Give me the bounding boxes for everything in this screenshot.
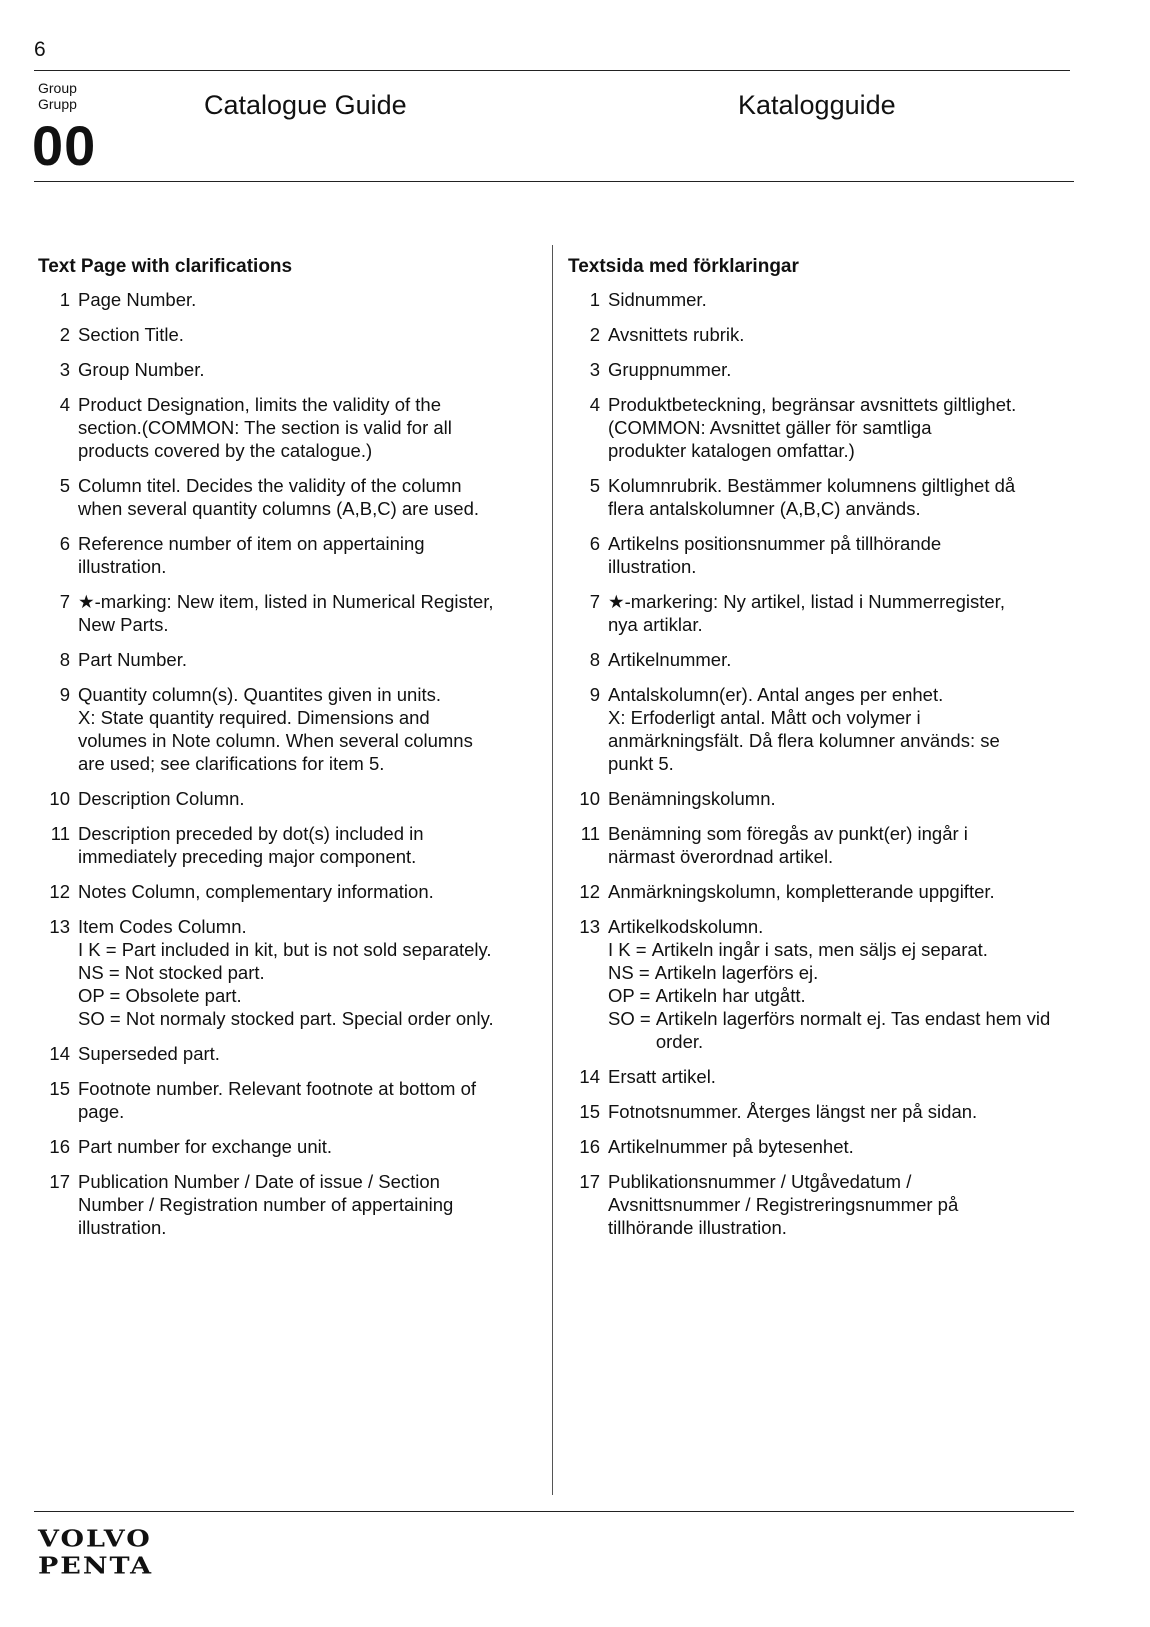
- item-number: 4: [589, 394, 600, 415]
- logo-line-volvo: VOLVO: [38, 1526, 152, 1553]
- swedish-list: [568, 288, 1068, 1239]
- list-item: [568, 915, 1068, 1053]
- item-line: Publikationsnummer / Utgåvedatum /: [608, 1171, 912, 1192]
- list-item: [568, 590, 1068, 636]
- item-line: illustration.: [78, 1217, 167, 1238]
- item-code-value: Part included in kit, but is not sold separately.: [121, 939, 492, 960]
- item-line: Benämningskolumn.: [608, 788, 776, 809]
- list-item: [38, 1077, 538, 1123]
- item-line: Avsnittsnummer / Registreringsnummer på: [608, 1194, 959, 1215]
- item-text: [78, 393, 538, 462]
- top-rule: [34, 70, 1070, 71]
- item-line: Kolumnrubrik. Bestämmer kolumnens giltlighet då: [608, 475, 1016, 496]
- list-item: [568, 1135, 1068, 1158]
- item-code-key: OP =: [78, 985, 126, 1006]
- item-code-key: I K =: [78, 939, 122, 960]
- list-item: [568, 880, 1068, 903]
- item-line: products covered by the catalogue.): [78, 440, 373, 461]
- item-code-value: Artikeln har utgått.: [655, 985, 806, 1006]
- item-line: Avsnittets rubrik.: [608, 324, 745, 345]
- item-line: (COMMON: Avsnittet gäller för samtliga: [608, 417, 932, 438]
- list-item: [38, 915, 538, 1030]
- item-number: 13: [579, 916, 600, 937]
- item-line: flera antalskolumner (A,B,C) används.: [608, 498, 921, 519]
- item-code-key: SO =: [78, 1008, 126, 1029]
- item-line: Superseded part.: [78, 1043, 220, 1064]
- item-number: 6: [589, 533, 600, 554]
- item-line: Group Number.: [78, 359, 205, 380]
- page-title-en: Catalogue Guide: [204, 90, 407, 120]
- list-item: [568, 1065, 1068, 1088]
- item-text: [78, 915, 538, 1030]
- item-line: Artikelnummer på bytesenhet.: [608, 1136, 854, 1157]
- item-number: 11: [580, 823, 600, 844]
- footer-rule: [34, 1511, 1074, 1512]
- swedish-heading: Textsida med förklaringar: [568, 256, 799, 277]
- item-text: [78, 822, 538, 868]
- item-code-row: [608, 984, 1068, 1007]
- list-item: [568, 683, 1068, 775]
- item-code-row: [608, 961, 1068, 984]
- item-line: Page Number.: [78, 289, 197, 310]
- item-line: Column titel. Decides the validity of the column: [78, 475, 462, 496]
- item-code-row: [78, 938, 538, 961]
- list-item: [568, 648, 1068, 671]
- item-text: [78, 590, 538, 636]
- item-code-value: Not stocked part.: [124, 962, 265, 983]
- item-line: Item Codes Column.: [78, 916, 247, 937]
- item-line: Anmärkningskolumn, kompletterande uppgifter.: [608, 881, 995, 902]
- item-text: [78, 358, 538, 381]
- item-number: 1: [59, 289, 70, 310]
- list-item: [568, 323, 1068, 346]
- list-item: [38, 1042, 538, 1065]
- item-line: Artikelnummer.: [608, 649, 732, 670]
- item-line: volumes in Note column. When several columns: [78, 730, 473, 751]
- item-line: Number / Registration number of appertaining: [78, 1194, 454, 1215]
- item-number: 7: [59, 591, 70, 612]
- item-code-value: Obsolete part.: [125, 985, 242, 1006]
- item-line: ★-markering: Ny artikel, listad i Nummerregister,: [608, 591, 1005, 612]
- item-text: [78, 1077, 538, 1123]
- item-text: [608, 915, 1068, 1053]
- item-number: 10: [49, 788, 70, 809]
- item-line: Ersatt artikel.: [608, 1066, 716, 1087]
- item-line: Gruppnummer.: [608, 359, 732, 380]
- item-number: 5: [59, 475, 70, 496]
- item-line: Artikelns positionsnummer på tillhörande: [608, 533, 942, 554]
- item-line: Notes Column, complementary information.: [78, 881, 434, 902]
- list-item: [38, 1170, 538, 1239]
- item-text: [608, 358, 1068, 381]
- item-number: 2: [589, 324, 600, 345]
- item-line: illustration.: [608, 556, 697, 577]
- english-column: [38, 256, 538, 1251]
- item-code-key: I K =: [608, 939, 652, 960]
- item-text: [608, 648, 1068, 671]
- page-title-sv: Katalogguide: [738, 90, 896, 120]
- item-number: 1: [589, 289, 600, 310]
- item-number: 17: [49, 1171, 70, 1192]
- item-line: Description Column.: [78, 788, 245, 809]
- volvo-penta-logo: [38, 1528, 188, 1586]
- item-line: Part number for exchange unit.: [78, 1136, 333, 1157]
- item-line: X: Erfoderligt antal. Mått och volymer i: [608, 707, 921, 728]
- item-number: 11: [50, 823, 70, 844]
- item-text: [608, 288, 1068, 311]
- item-number: 7: [589, 591, 600, 612]
- item-text: [78, 1170, 538, 1239]
- item-code-key: NS =: [608, 962, 655, 983]
- item-text: [608, 880, 1068, 903]
- item-code-value: Not normaly stocked part. Special order only.: [125, 1008, 494, 1029]
- list-item: [568, 532, 1068, 578]
- list-item: [568, 358, 1068, 381]
- item-code-row: [78, 984, 538, 1007]
- item-line: Quantity column(s). Quantites given in units.: [78, 684, 441, 705]
- column-divider: [552, 245, 553, 1495]
- group-label-sv: Grupp: [38, 96, 77, 112]
- item-number: 14: [49, 1043, 70, 1064]
- item-text: [608, 822, 1068, 868]
- item-code-key: NS =: [78, 962, 125, 983]
- item-line: when several quantity columns (A,B,C) are used.: [78, 498, 480, 519]
- list-item: [568, 787, 1068, 810]
- item-number: 8: [589, 649, 600, 670]
- item-line: punkt 5.: [608, 753, 674, 774]
- item-number: 15: [579, 1101, 600, 1122]
- item-line: New Parts.: [78, 614, 169, 635]
- item-line: Reference number of item on appertaining: [78, 533, 425, 554]
- item-text: [608, 532, 1068, 578]
- item-line: are used; see clarifications for item 5.: [78, 753, 385, 774]
- list-item: [38, 323, 538, 346]
- item-text: [608, 1170, 1068, 1239]
- item-line: section.(COMMON: The section is valid for all: [78, 417, 452, 438]
- item-number: 14: [579, 1066, 600, 1087]
- item-line: immediately preceding major component.: [78, 846, 417, 867]
- list-item: [38, 393, 538, 462]
- item-code-row: [608, 1007, 1068, 1053]
- item-number: 9: [589, 684, 600, 705]
- list-item: [38, 532, 538, 578]
- item-text: [608, 474, 1068, 520]
- list-item: [568, 822, 1068, 868]
- item-number: 16: [579, 1136, 600, 1157]
- item-code-value: Artikeln lagerförs ej.: [654, 962, 819, 983]
- item-line: X: State quantity required. Dimensions and: [78, 707, 430, 728]
- item-number: 8: [59, 649, 70, 670]
- item-line: produkter katalogen omfattar.): [608, 440, 855, 461]
- item-number: 6: [59, 533, 70, 554]
- list-item: [568, 1100, 1068, 1123]
- item-line: anmärkningsfält. Då flera kolumner används: se: [608, 730, 1000, 751]
- list-item: [38, 648, 538, 671]
- item-text: [78, 648, 538, 671]
- item-number: 3: [59, 359, 70, 380]
- item-code-row: [78, 1007, 538, 1030]
- group-label: [38, 80, 77, 112]
- item-number: 9: [59, 684, 70, 705]
- item-code-key: OP =: [608, 985, 656, 1006]
- item-line: Fotnotsnummer. Återges längst ner på sidan.: [608, 1101, 978, 1122]
- list-item: [38, 683, 538, 775]
- item-text: [78, 1135, 538, 1158]
- item-line: nya artiklar.: [608, 614, 703, 635]
- item-text: [78, 474, 538, 520]
- logo-line-penta: PENTA: [38, 1553, 154, 1580]
- item-text: [78, 787, 538, 810]
- item-text: [78, 880, 538, 903]
- item-line: Section Title.: [78, 324, 184, 345]
- item-number: 4: [59, 394, 70, 415]
- item-code-key: SO =: [608, 1008, 656, 1029]
- item-text: [608, 323, 1068, 346]
- item-number: 3: [589, 359, 600, 380]
- item-text: [78, 683, 538, 775]
- item-line: Produktbeteckning, begränsar avsnittets giltlighet.: [608, 394, 1017, 415]
- item-text: [608, 590, 1068, 636]
- list-item: [38, 787, 538, 810]
- item-text: [78, 323, 538, 346]
- item-number: 13: [49, 916, 70, 937]
- list-item: [568, 393, 1068, 462]
- item-text: [608, 787, 1068, 810]
- page-number: 6: [34, 38, 46, 61]
- item-text: [78, 1042, 538, 1065]
- list-item: [38, 822, 538, 868]
- item-text: [608, 1135, 1068, 1158]
- item-code-row: [608, 938, 1068, 961]
- list-item: [38, 288, 538, 311]
- list-item: [38, 590, 538, 636]
- item-text: [608, 683, 1068, 775]
- item-code-value: Artikeln ingår i sats, men säljs ej separat.: [651, 939, 988, 960]
- swedish-column: [568, 256, 1068, 1251]
- item-number: 15: [49, 1078, 70, 1099]
- list-item: [38, 358, 538, 381]
- item-line: Product Designation, limits the validity of the: [78, 394, 441, 415]
- item-text: [78, 532, 538, 578]
- english-list: [38, 288, 538, 1239]
- list-item: [568, 474, 1068, 520]
- item-line: Antalskolumn(er). Antal anges per enhet.: [608, 684, 944, 705]
- list-item: [568, 288, 1068, 311]
- item-code-value: Artikeln lagerförs normalt ej. Tas endast hem vid order.: [655, 1008, 1051, 1052]
- item-line: illustration.: [78, 556, 167, 577]
- item-line: närmast överordnad artikel.: [608, 846, 834, 867]
- item-line: Description preceded by dot(s) included in: [78, 823, 424, 844]
- item-line: Benämning som föregås av punkt(er) ingår i: [608, 823, 968, 844]
- item-line: Sidnummer.: [608, 289, 707, 310]
- item-line: tillhörande illustration.: [608, 1217, 787, 1238]
- item-line: page.: [78, 1101, 125, 1122]
- item-text: [608, 393, 1068, 462]
- english-heading: Text Page with clarifications: [38, 256, 293, 277]
- item-number: 12: [579, 881, 600, 902]
- list-item: [38, 474, 538, 520]
- item-line: ★-marking: New item, listed in Numerical Register,: [78, 591, 494, 612]
- item-code-row: [78, 961, 538, 984]
- item-number: 17: [579, 1171, 600, 1192]
- item-number: 2: [59, 324, 70, 345]
- item-line: Footnote number. Relevant footnote at bottom of: [78, 1078, 477, 1099]
- header-rule: [34, 181, 1074, 182]
- item-text: [78, 288, 538, 311]
- list-item: [38, 1135, 538, 1158]
- item-number: 5: [589, 475, 600, 496]
- item-line: Part Number.: [78, 649, 187, 670]
- item-text: [608, 1065, 1068, 1088]
- item-number: 12: [49, 881, 70, 902]
- item-number: 16: [49, 1136, 70, 1157]
- item-number: 10: [579, 788, 600, 809]
- item-line: Artikelkodskolumn.: [608, 916, 764, 937]
- list-item: [38, 880, 538, 903]
- list-item: [568, 1170, 1068, 1239]
- group-number: 00: [32, 114, 97, 177]
- item-line: Publication Number / Date of issue / Section: [78, 1171, 440, 1192]
- group-label-en: Group: [38, 80, 77, 96]
- item-text: [608, 1100, 1068, 1123]
